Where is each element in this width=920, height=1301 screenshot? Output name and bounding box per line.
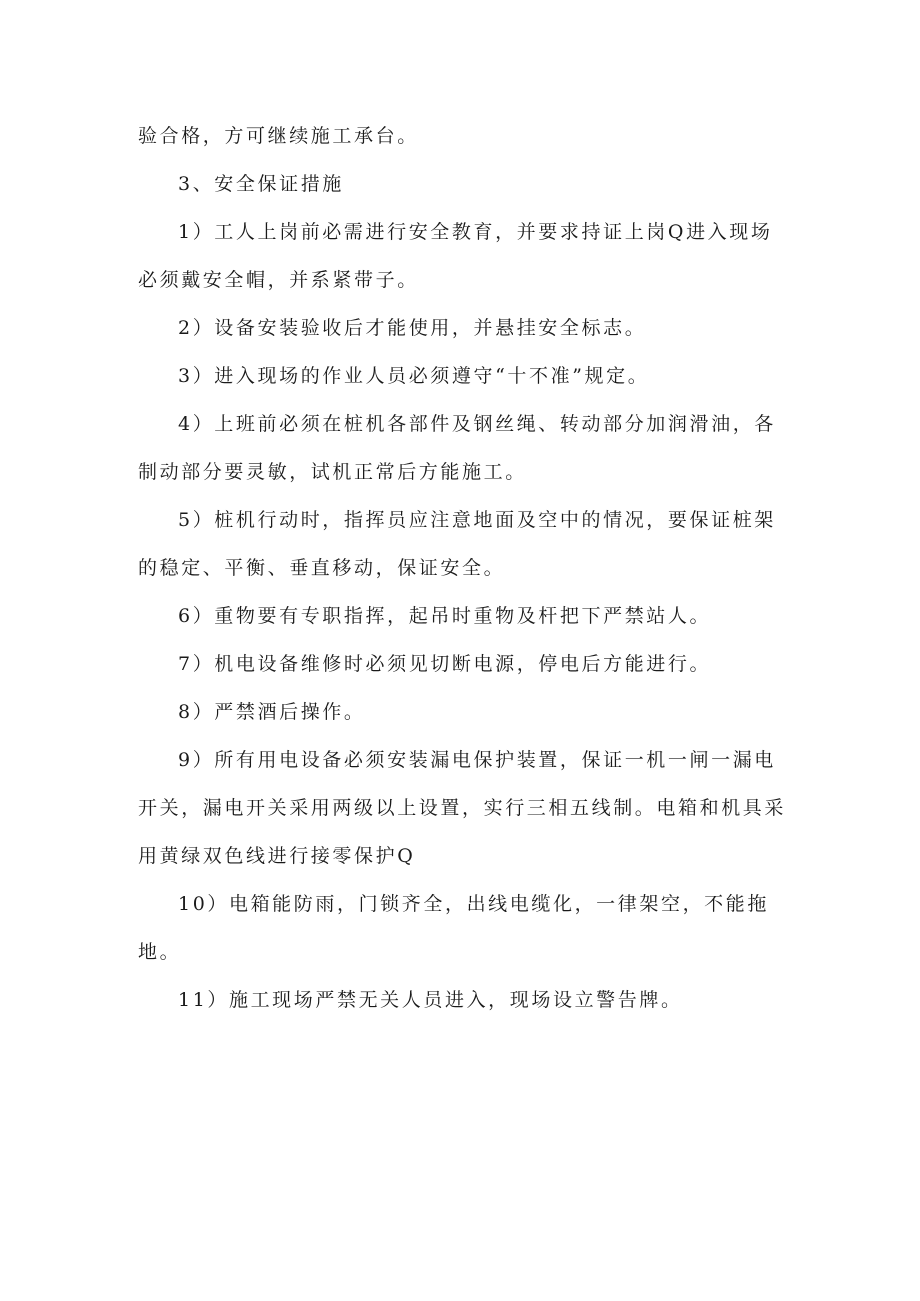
list-item: 7）机电设备维修时必须见切断电源，停电后方能进行。	[178, 653, 712, 675]
list-item: 5）桩机行动时，指挥员应注意地面及空中的情况，要保证桩架的稳定、平衡、垂直移动，保证安全。	[138, 509, 776, 579]
list-item: 9）所有用电设备必须安装漏电保护装置，保证一机一闸一漏电开关，漏电开关采用两级以上设置，实行三相五线制。电箱和机具采用黄绿双色线进行接零保护Q	[138, 749, 787, 867]
list-item: 10）电箱能防雨，门锁齐全，出线电缆化，一律架空，不能拖地。	[138, 893, 769, 963]
list-item: 1）工人上岗前必需进行安全教育，并要求持证上岗Q进入现场必须戴安全帽，并系紧带子。	[138, 221, 773, 291]
list-item: 11）施工现场严禁无关人员进入，现场设立警告牌。	[178, 989, 683, 1011]
section-heading: 3、安全保证措施	[178, 173, 344, 195]
list-item: 3）进入现场的作业人员必须遵守“十不准”规定。	[178, 365, 650, 387]
list-item: 8）严禁酒后操作。	[178, 701, 366, 723]
document-body	[138, 112, 788, 1024]
list-item: 2）设备安装验收后才能使用，并悬挂安全标志。	[178, 317, 647, 339]
list-item: 4）上班前必须在桩机各部件及钢丝绳、转动部分加润滑油，各制动部分要灵敏，试机正常后方能施工。	[138, 413, 776, 483]
list-item: 6）重物要有专职指挥，起吊时重物及杆把下严禁站人。	[178, 605, 712, 627]
paragraph-continuation: 验合格，方可继续施工承台。	[138, 125, 419, 147]
